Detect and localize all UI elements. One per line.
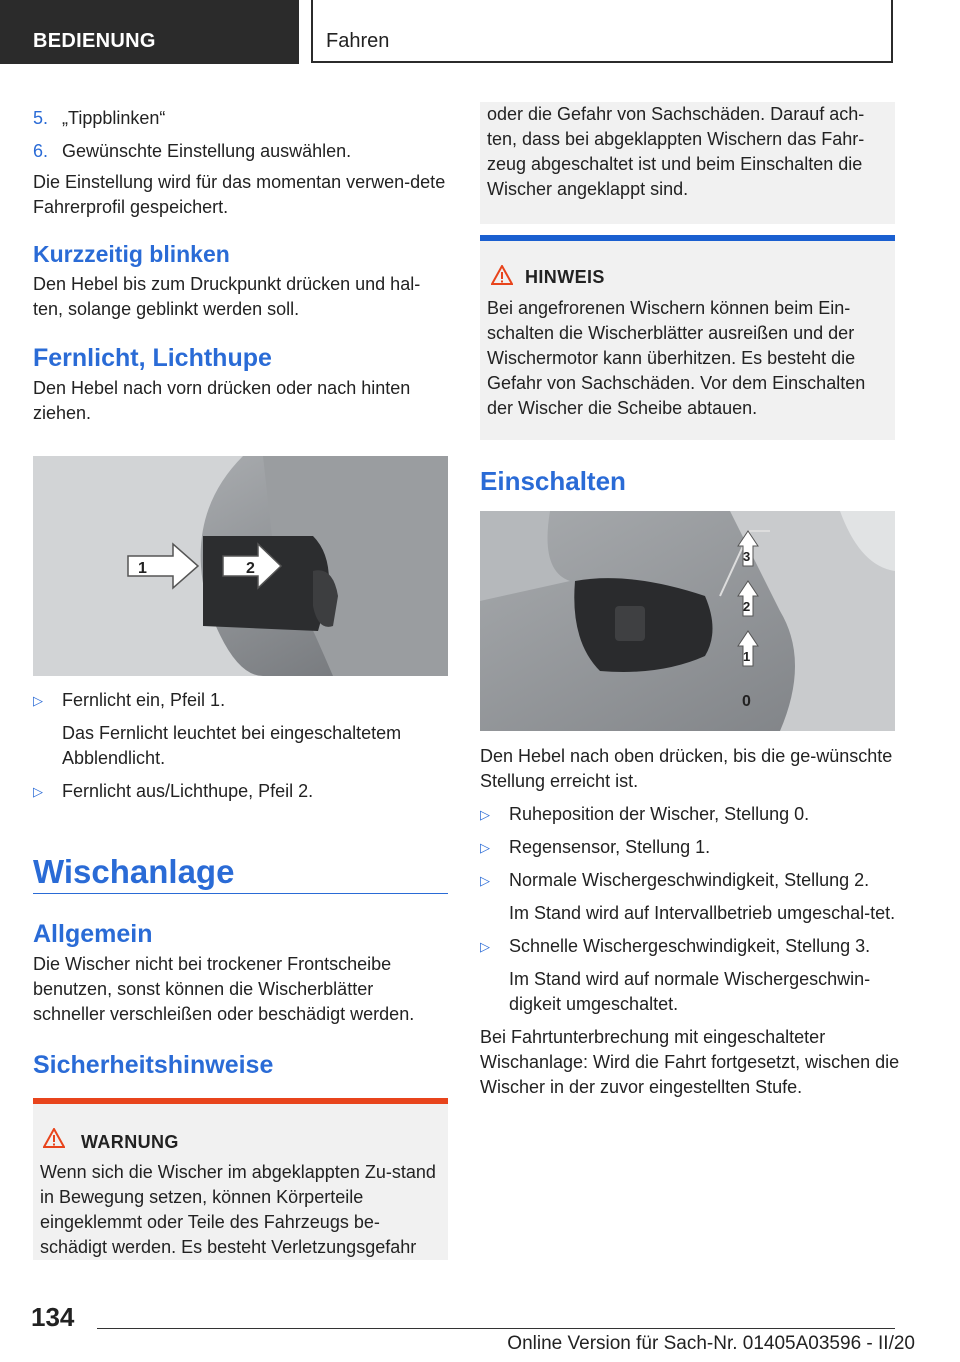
- list-item: [33, 688, 448, 771]
- left-column-top: [33, 106, 448, 426]
- header-section-label: BEDIENUNG: [33, 30, 156, 52]
- heading-fernlicht: Fernlicht, Lichthupe: [33, 344, 272, 372]
- lever-illustration: [33, 456, 448, 676]
- step-number: 6.: [33, 141, 49, 161]
- bullet-triangle-icon: ▷: [480, 807, 490, 822]
- outro-paragraph: Bei Fahrtunterbrechung mit eingeschalteter Wischanlage: Wird die Fahrt fortgesetzt, wischen die Wischer in der zuvor eingestellten Stufe.: [480, 1027, 900, 1097]
- list-item-text: Fernlicht aus/Lichthupe, Pfeil 2.: [62, 781, 314, 801]
- list-item-text: Regensensor, Stellung 1.: [509, 837, 711, 857]
- step-item: [33, 106, 448, 131]
- notice-triangle-icon: [491, 265, 513, 285]
- list-item-text: Normale Wischergeschwindigkeit, Stellung 2.: [509, 870, 870, 890]
- einschalten-section: [480, 744, 900, 1100]
- arrow-1-label: 1: [138, 560, 147, 577]
- lever-image-fernlicht: [33, 456, 448, 676]
- bullet-triangle-icon: ▷: [33, 693, 43, 708]
- bullet-triangle-icon: ▷: [33, 784, 43, 799]
- wiper-lever-illustration: [480, 511, 895, 731]
- bullet-triangle-icon: ▷: [480, 873, 490, 888]
- warning-box-continued: [480, 102, 895, 224]
- lever-image-einschalten: [480, 511, 895, 731]
- einschalten-paragraph: Den Hebel nach oben drücken, bis die ge-wünschte Stellung erreicht ist.: [480, 746, 893, 791]
- notice-box: [480, 235, 895, 440]
- step-text: „Tippblinken“: [62, 108, 166, 128]
- position-2-label: 2: [743, 599, 751, 614]
- blink-paragraph: Den Hebel bis zum Druckpunkt drücken und hal-ten, solange geblinkt werden soll.: [33, 274, 421, 319]
- list-item-subtext: Im Stand wird auf Intervallbetrieb umgeschal-tet.: [509, 903, 896, 923]
- bullet-triangle-icon: ▷: [480, 840, 490, 855]
- footer-version-text: Online Version für Sach-Nr. 01405A03596 - II/20: [507, 1333, 915, 1354]
- list-item-subtext: Im Stand wird auf normale Wischergeschwin-digkeit umgeschaltet.: [509, 969, 871, 1014]
- list-item: [480, 802, 900, 827]
- warning-text: Wenn sich die Wischer im abgeklappten Zu-stand in Bewegung setzen, können Körperteile eingeklemmt oder Teile des Fahrzeugs be-schädigt werden. Es besteht Verletzungsgefahr: [40, 1162, 436, 1257]
- allgemein-paragraph: Die Wischer nicht bei trockener Frontscheibe benutzen, sonst können die Wischerblätter schneller verschleißen oder beschädigt werden.: [33, 954, 415, 1024]
- list-item: [480, 868, 900, 926]
- notice-bar: [480, 235, 895, 241]
- header-chapter-tab: [311, 0, 893, 63]
- position-1-label: 1: [743, 649, 751, 664]
- position-0-label: 0: [742, 693, 751, 710]
- intro-paragraph: Die Einstellung wird für das momentan verwen-dete Fahrerprofil gespeichert.: [33, 172, 446, 217]
- page-number: 134: [31, 1302, 75, 1332]
- left-column-bottom: [33, 920, 448, 1079]
- fernlicht-paragraph: Den Hebel nach vorn drücken oder nach hinten ziehen.: [33, 378, 411, 423]
- warning-continued-text: oder die Gefahr von Sachschäden. Darauf ach-ten, dass bei abgeklappten Wischern das Fahr-zeug abgeschaltet ist und beim Einschalten die Wischer angeklappt sind.: [487, 104, 865, 199]
- list-item-subtext: Das Fernlicht leuchtet bei eingeschaltetem Abblendlicht.: [62, 723, 402, 768]
- heading-sicherheitshinweise: Sicherheitshinweise: [33, 1051, 274, 1079]
- step-text: Gewünschte Einstellung auswählen.: [62, 141, 352, 161]
- heading-wischanlage: Wischanlage: [33, 853, 235, 890]
- warning-triangle-icon: [43, 1128, 65, 1148]
- heading-einschalten: Einschalten: [480, 466, 626, 496]
- heading-allgemein: Allgemein: [33, 920, 153, 948]
- step-number: 5.: [33, 108, 49, 128]
- step-item: [33, 139, 448, 164]
- warning-title: WARNUNG: [81, 1132, 179, 1152]
- fernlicht-list: [33, 688, 448, 804]
- list-item-text: Schnelle Wischergeschwindigkeit, Stellung 3.: [509, 936, 871, 956]
- list-item: [480, 835, 900, 860]
- position-3-label: 3: [743, 549, 751, 564]
- bullet-triangle-icon: ▷: [480, 939, 490, 954]
- arrow-2-label: 2: [246, 560, 255, 577]
- list-item-text: Fernlicht ein, Pfeil 1.: [62, 690, 226, 710]
- heading-underline: [33, 893, 448, 894]
- heading-kurzzeitig-blinken: Kurzzeitig blinken: [33, 241, 230, 267]
- footer-divider: [97, 1328, 895, 1329]
- notice-text: Bei angefrorenen Wischern können beim Ein-schalten die Wischerblätter ausreißen und der Wischermotor kann überhitzen. Es besteht die Gefahr von Sachschäden. Vor dem Einschalten der Wischer die Scheibe abtauen.: [487, 298, 866, 418]
- notice-title: HINWEIS: [525, 267, 605, 287]
- header-chapter-label: Fahren: [326, 30, 390, 52]
- warning-bar: [33, 1098, 448, 1104]
- warning-box: [33, 1098, 448, 1260]
- list-item: [480, 934, 900, 1017]
- header-section-tab: [0, 0, 299, 64]
- list-item-text: Ruheposition der Wischer, Stellung 0.: [509, 804, 810, 824]
- list-item: [33, 779, 448, 804]
